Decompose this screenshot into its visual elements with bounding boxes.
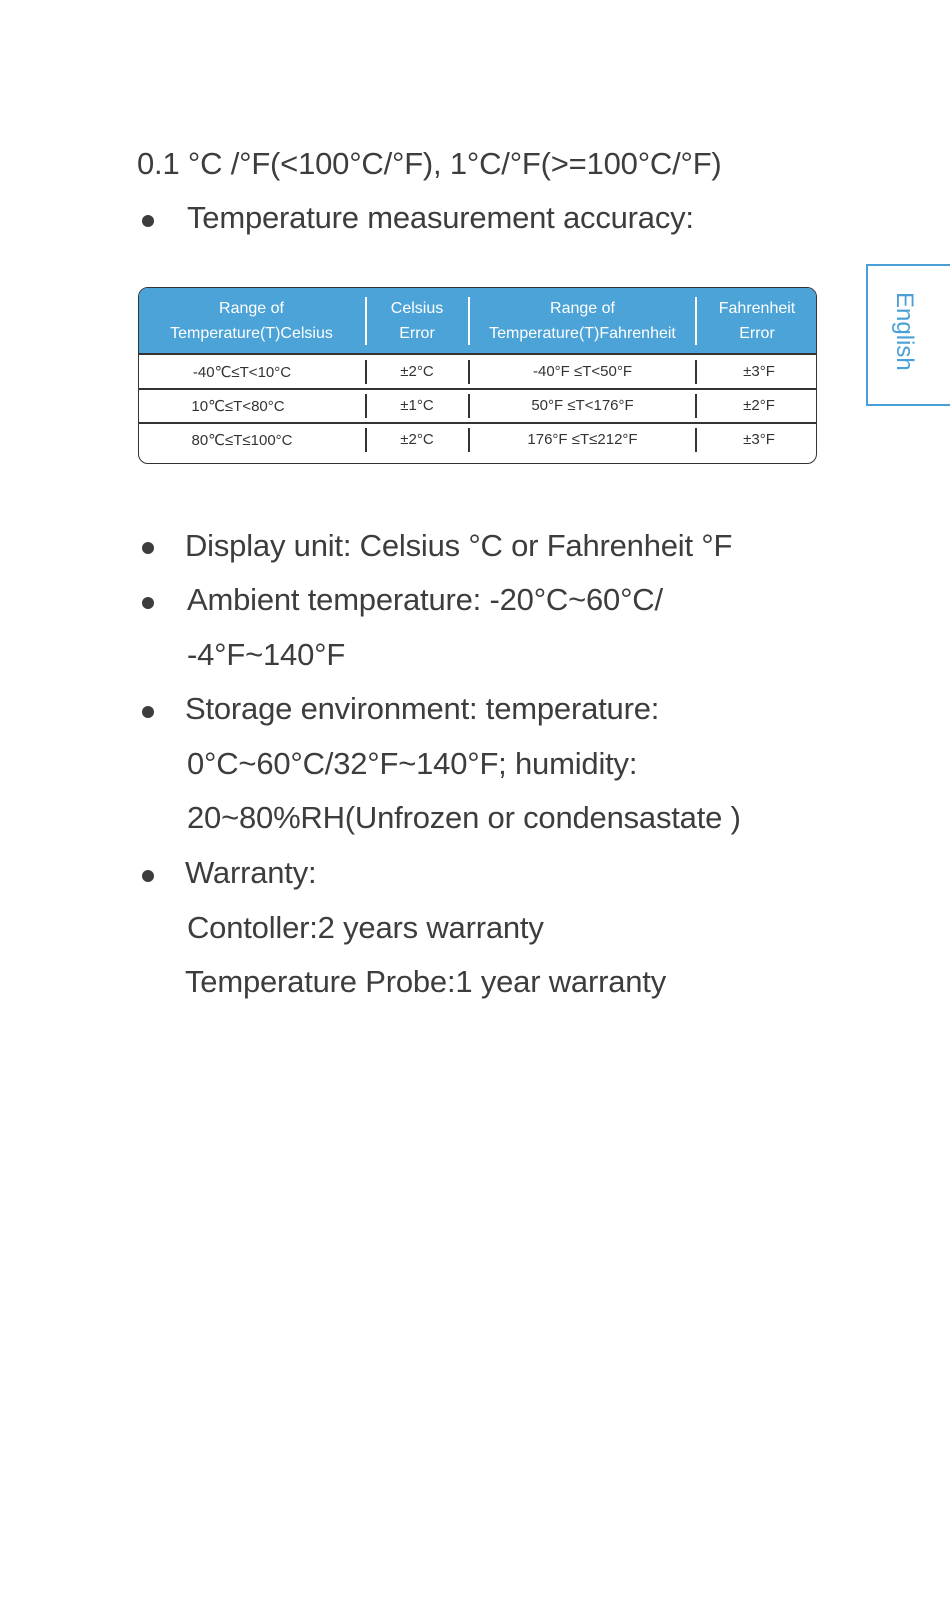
bullet-icon [142,542,154,554]
bullet-icon [142,597,154,609]
storage-line-1: Storage environment: temperature: [185,691,660,726]
table-cell: ±2°F [743,397,775,414]
table-cell: ±1°C [400,397,434,414]
table-cell: 80℃≤T≤100°C [191,431,293,449]
table-cell: ±2°C [400,363,434,380]
warranty-controller: Contoller:2 years warranty [187,910,544,945]
resolution-text: 0.1 °C /°F(<100°C/°F), 1°C/°F(>=100°C/°F) [137,146,722,181]
bullet-icon [142,215,154,227]
ambient-temp-line-2: -4°F~140°F [187,637,346,672]
warranty-heading: Warranty: [185,855,317,890]
language-tab[interactable] [866,264,950,406]
warranty-probe: Temperature Probe:1 year warranty [185,964,667,999]
table-cell: ±2°C [400,431,434,448]
table-cell: ±3°F [743,431,775,448]
table-cell: -40℃≤T<10°C [192,363,292,381]
table-cell: 10℃≤T<80°C [191,397,285,415]
storage-line-2: 0°C~60°C/32°F~140°F; humidity: [187,746,638,781]
header-celsius-range: Range of Temperature(T)Celsius [170,299,333,342]
table-header [139,288,816,353]
accuracy-table [138,287,817,464]
table-cell: 176°F ≤T≤212°F [527,431,638,448]
ambient-temp-line-1: Ambient temperature: -20°C~60°C/ [187,582,663,617]
table-cell: ±3°F [743,363,775,380]
display-unit-text: Display unit: Celsius °C or Fahrenheit °F [185,528,733,563]
table-cell: 50°F ≤T<176°F [531,397,634,414]
accuracy-heading: Temperature measurement accuracy: [187,200,694,235]
bullet-icon [142,870,154,882]
language-tab-label: English [891,292,918,371]
bullet-icon [142,706,154,718]
storage-line-3: 20~80%RH(Unfrozen or condensastate ) [187,800,741,835]
header-celsius-error: Celsius Error [390,299,444,342]
header-fahrenheit-range: Range of Temperature(T)Fahrenheit [489,299,676,342]
header-fahrenheit-error: Fahrenheit Error [718,299,796,342]
table-cell: -40°F ≤T<50°F [532,363,632,380]
